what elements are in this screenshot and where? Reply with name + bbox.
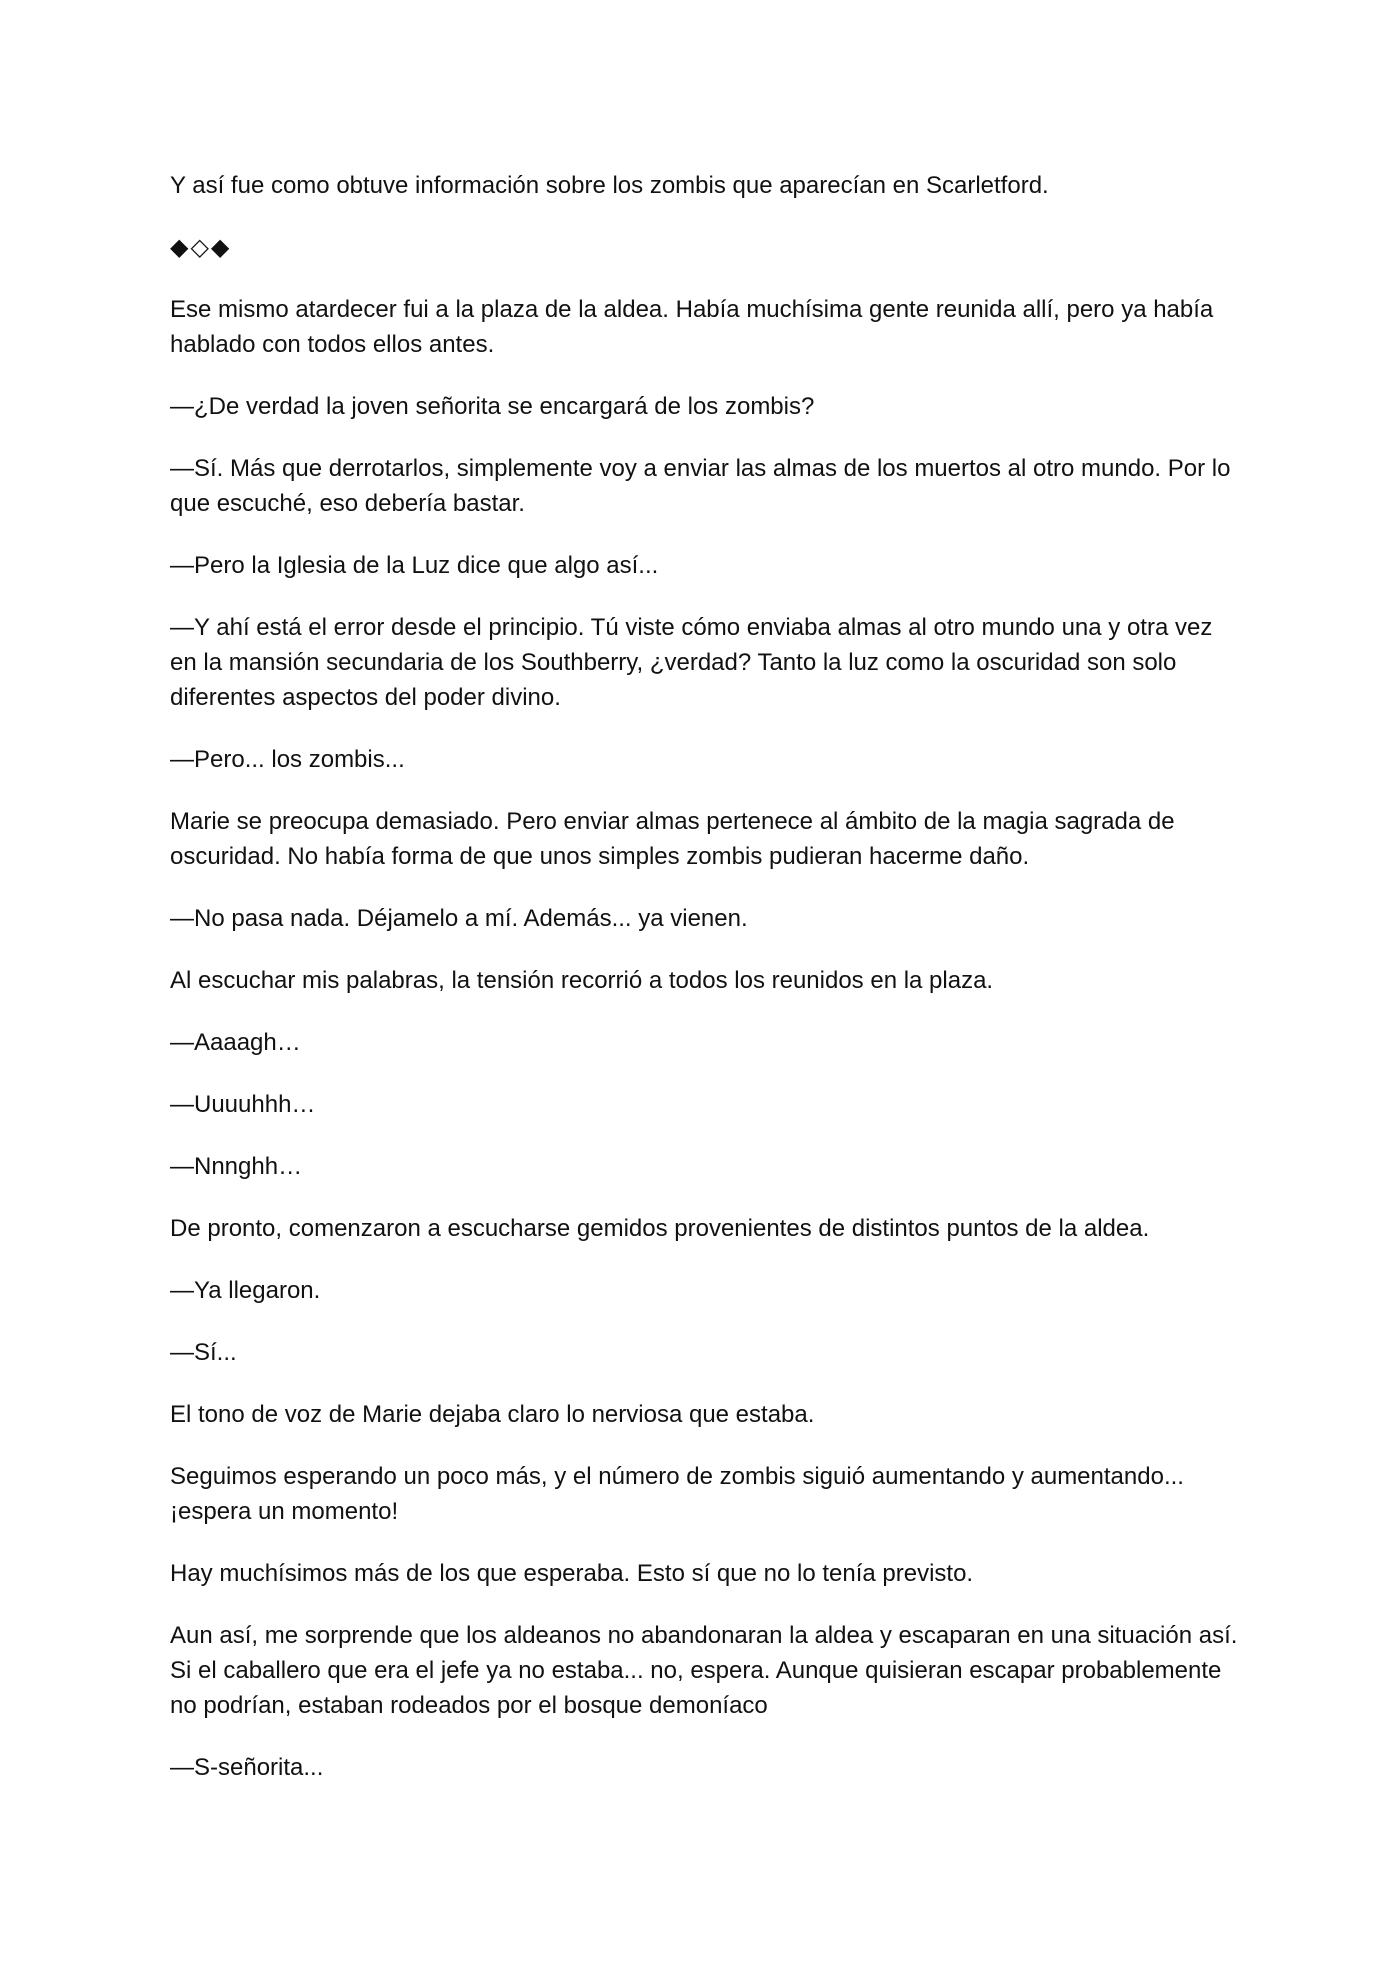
paragraph-dialogue: —No pasa nada. Déjamelo a mí. Además... ya vienen. xyxy=(170,905,748,932)
paragraph-dialogue: —Nnnghh… xyxy=(170,1153,303,1180)
paragraph-dialogue: —Ya llegaron. xyxy=(170,1277,321,1304)
paragraph-dialogue: —Sí... xyxy=(170,1339,237,1366)
paragraph-dialogue: —S-señorita... xyxy=(170,1754,324,1781)
paragraph-narration: Hay muchísimos más de los que esperaba. Esto sí que no lo tenía previsto. xyxy=(170,1560,974,1587)
paragraph-dialogue: —¿De verdad la joven señorita se encargará de los zombis? xyxy=(170,393,815,420)
paragraph-narration: Seguimos esperando un poco más, y el número de zombis siguió aumentando y aumentando... ¡espera un momento! xyxy=(170,1463,1184,1525)
paragraph-narration: Al escuchar mis palabras, la tensión recorrió a todos los reunidos en la plaza. xyxy=(170,967,994,994)
paragraph-dialogue: —Pero la Iglesia de la Luz dice que algo así... xyxy=(170,552,659,579)
paragraph-narration: Y así fue como obtuve información sobre los zombis que aparecían en Scarletford. xyxy=(170,172,1049,199)
paragraph-dialogue: —Aaaagh… xyxy=(170,1029,301,1056)
paragraph-dialogue: —Y ahí está el error desde el principio. Tú viste cómo enviaba almas al otro mundo una y otra vez en la mansión secundaria de los Southberry, ¿verdad? Tanto la luz como la oscuridad son solo diferentes aspectos del poder divino. xyxy=(170,614,1213,711)
paragraph-narration: Aun así, me sorprende que los aldeanos no abandonaran la aldea y escaparan en una situación así. Si el caballero que era el jefe ya no estaba... no, espera. Aunque quisieran escapar probablemente no podrían, estaban rodeados por el bosque demoníaco xyxy=(170,1622,1238,1719)
scene-separator: ◆◇◆ xyxy=(170,234,232,261)
paragraph-dialogue: —Pero... los zombis... xyxy=(170,746,405,773)
paragraph-narration: De pronto, comenzaron a escucharse gemidos provenientes de distintos puntos de la aldea. xyxy=(170,1215,1150,1242)
document-page xyxy=(170,168,1240,1812)
paragraph-narration: El tono de voz de Marie dejaba claro lo nerviosa que estaba. xyxy=(170,1401,815,1428)
paragraph-narration: Ese mismo atardecer fui a la plaza de la aldea. Había muchísima gente reunida allí, pero ya había hablado con todos ellos antes. xyxy=(170,296,1214,358)
paragraph-narration: Marie se preocupa demasiado. Pero enviar almas pertenece al ámbito de la magia sagrada de oscuridad. No había forma de que unos simples zombis pudieran hacerme daño. xyxy=(170,808,1175,870)
paragraph-dialogue: —Uuuuhhh… xyxy=(170,1091,316,1118)
paragraph-dialogue: —Sí. Más que derrotarlos, simplemente voy a enviar las almas de los muertos al otro mundo. Por lo que escuché, eso debería bastar. xyxy=(170,455,1231,517)
